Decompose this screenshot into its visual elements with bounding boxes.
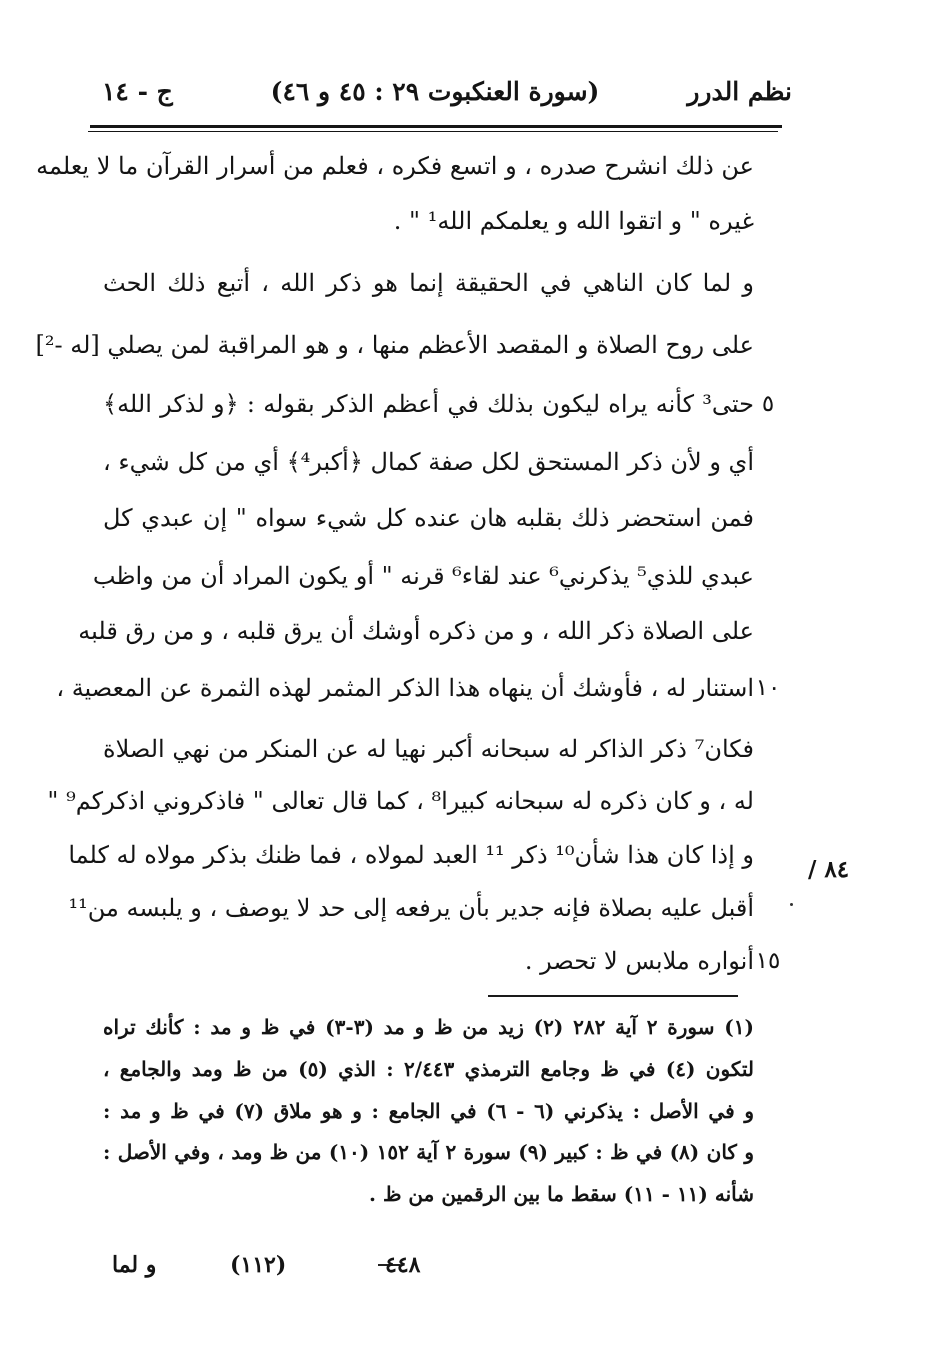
footnote-line: و في الأصل : يذكرني (٦ - ٦) في الجامع : و هو ملاق (٧) في ظ و مد :: [103, 1099, 754, 1123]
line-number-10: ١٠: [755, 675, 781, 701]
footer-folio: ٤٤٨: [385, 1252, 421, 1278]
body-line: استنار له ، فأوشك أن ينهاه هذا الذكر المثمر لهذه الثمرة عن المعصية ،: [56, 674, 754, 702]
body-line: و لما كان الناهي في الحقيقة إنما هو ذكر الله ، أتبع ذلك الحث: [103, 269, 754, 297]
header-rule-thick: [90, 125, 782, 128]
body-line: له ، و كان ذكره له سبحانه كبيرا⁸ ، كما قال تعالى " فاذكروني اذكركم⁹ ": [47, 787, 754, 815]
margin-dot: [790, 903, 793, 906]
line-number-5: ٥: [761, 391, 775, 417]
line-number-15: ١٥: [755, 948, 781, 974]
body-line: عن ذلك انشرح صدره ، و اتسع فكره ، فعلم من أسرار القرآن ما لا يعلمه: [36, 152, 754, 180]
running-head-volume: ج - ١٤: [102, 77, 173, 106]
footer-page-number: (١١٢): [230, 1252, 287, 1278]
body-line: أقبل عليه بصلاة فإنه جدير بأن يرفعه إلى حد لا يوصف ، و يلبسه من¹¹: [68, 894, 754, 922]
footnote-line: شأنه (١١ - ١١) سقط ما بين الرقمين من ظ .: [369, 1182, 754, 1206]
footer-catchword: و لما: [112, 1252, 157, 1278]
body-line: غيره " و اتقوا الله و يعلمكم الله¹ " .: [393, 207, 754, 235]
header-rule-thin: [88, 131, 778, 132]
body-line: على روح الصلاة و المقصد الأعظم منها ، و هو المراقبة لمن يصلي [له -²]: [35, 331, 754, 359]
footnote-line: لتكون (٤) في ظ وجامع الترمذي ٢/٤٤٣ : الذي (٥) من ظ ومد والجامع ،: [103, 1057, 754, 1081]
body-line: عبدي للذي⁵ يذكرني⁶ عند لقاء⁶ قرنه " أو يكون المراد أن من واظب: [92, 562, 754, 590]
body-line: أي و لأن ذكر المستحق لكل صفة كمال ﴿أكبر⁴﴾ أي من كل شيء ،: [103, 448, 755, 476]
body-line: أنواره ملابس لا تحصر .: [524, 947, 754, 975]
running-head-surah-reference: (سورة العنكبوت ٢٩ : ٤٥ و ٤٦): [270, 77, 600, 106]
running-head-book-title: نظم الدرر: [687, 77, 792, 106]
footnote-line: (١) سورة ٢ آية ٢٨٢ (٢) زيد من ظ و مد (٣-٣) في ظ و مد : كأنك تراه: [103, 1015, 754, 1039]
body-line: على الصلاة ذكر الله ، و من ذكره أوشك أن يرق قلبه ، و من رق قلبه: [78, 617, 754, 645]
footnote-line: و كان (٨) في ظ : كبير (٩) سورة ٢ آية ١٥٢ (١٠) من ظ ومد ، وفي الأصل :: [103, 1140, 754, 1164]
body-line: فمن استحضر ذلك بقلبه هان عنده كل شيء سواه " إن عبدي كل: [103, 504, 754, 532]
body-line: حتى³ كأنه يراه ليكون بذلك في أعظم الذكر بقوله : ﴿و لذكر الله﴾: [103, 390, 754, 418]
body-line: فكان⁷ ذكر الذاكر له سبحانه أكبر نهيا له عن المنكر من نهي الصلاة: [103, 735, 754, 763]
manuscript-folio-marker: ٨٤ /: [808, 856, 850, 883]
body-line: و إذا كان هذا شأن¹⁰ ذكر ¹¹ العبد لمولاه ، فما ظنك بذكر مولاه له كلما: [68, 841, 754, 869]
footnote-separator: [488, 995, 738, 997]
